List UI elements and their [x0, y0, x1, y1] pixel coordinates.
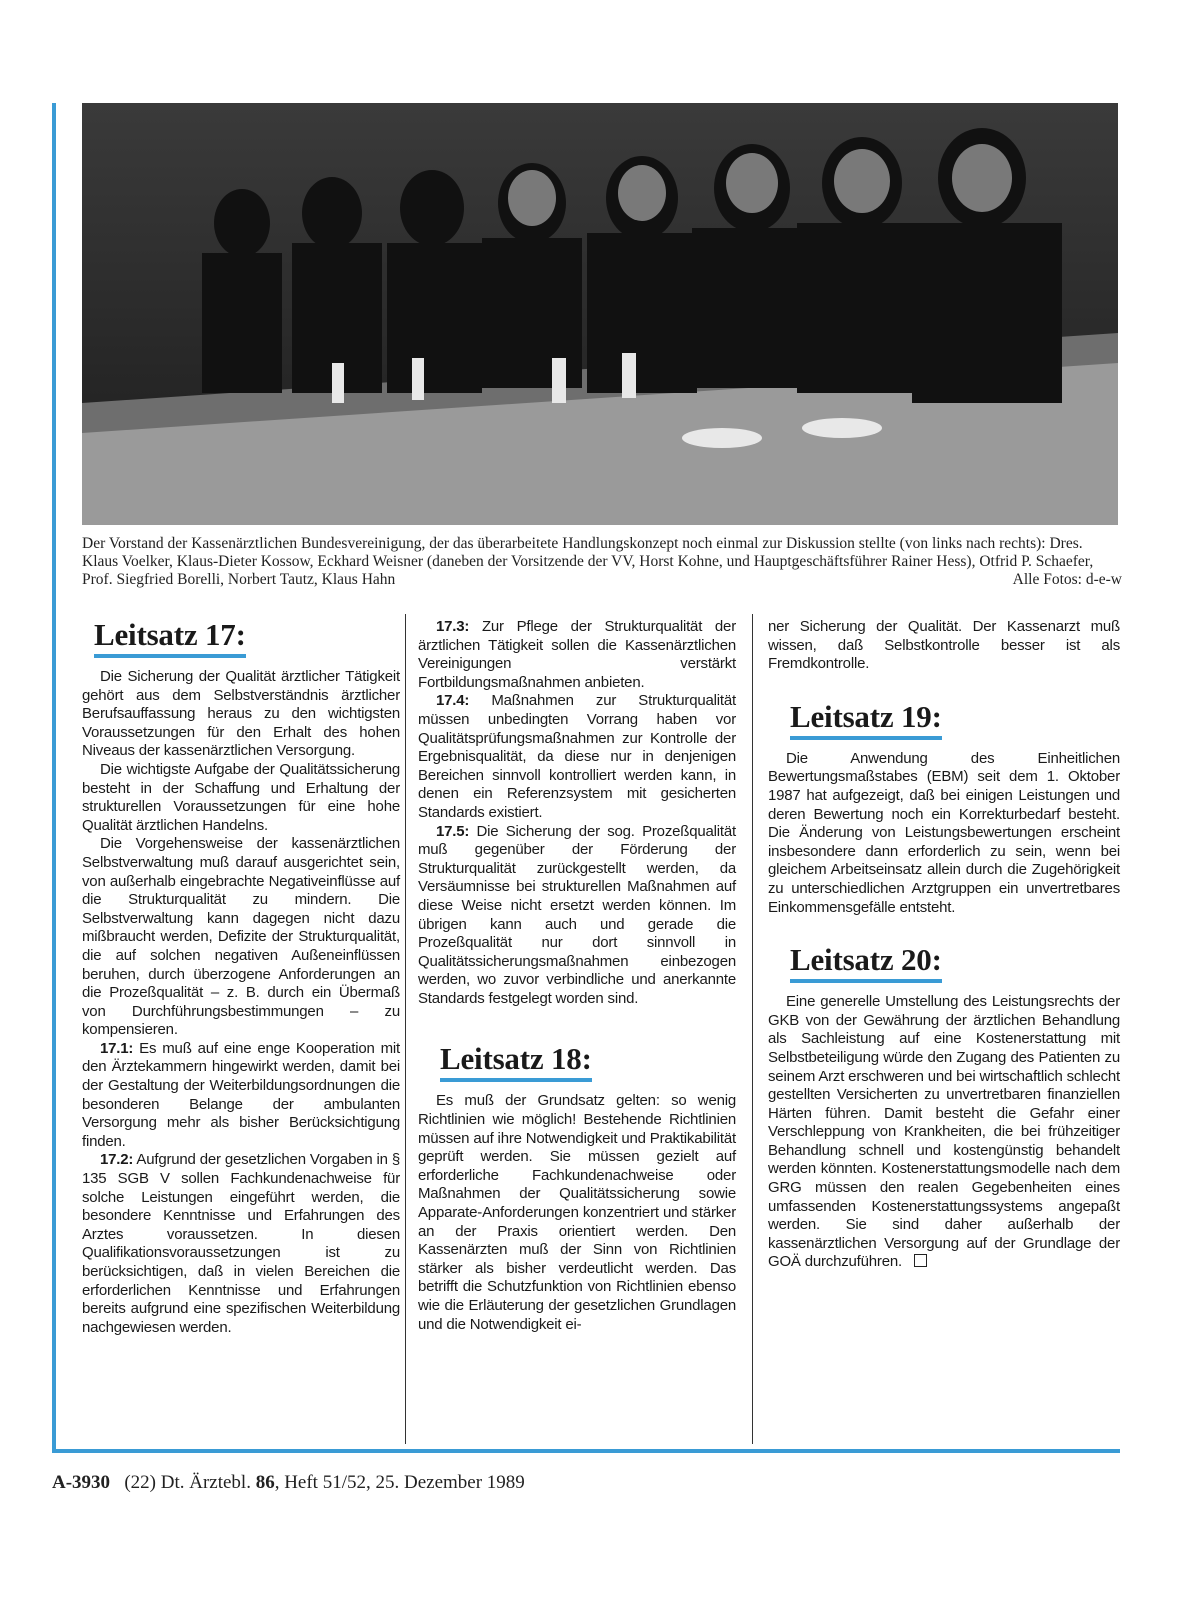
- page-footer: [52, 1472, 525, 1494]
- journal-citation: (22) Dt. Ärztebl.: [124, 1472, 256, 1493]
- heading-leitsatz-19: Leitsatz 19:: [790, 700, 942, 740]
- page-number: A-3930: [52, 1472, 111, 1493]
- column-divider-1: [405, 614, 406, 1444]
- heading-leitsatz-18: Leitsatz 18:: [440, 1042, 592, 1082]
- paragraph: [768, 993, 1120, 1272]
- paragraph-text: Die Sicherung der sog. Prozeßqualität muß gegenüber der Förderung der Strukturqualität zurückgestellt werden, da Versäumnisse bei strukturellen Maßnahmen auf diese Weise nicht ersetzt werden können. Im übrigen kann auch und gerade die Prozeßqualität nur dort sinnvoll in Qualitätssicherungsmaßnahmen einbezogen werden, wo zuvor verbindliche und anerkannte Standards festgelegt worden sind.: [418, 822, 736, 1007]
- paragraph-text: Es muß auf eine enge Kooperation mit den Ärztekammern hingewirkt werden, damit bei der Gestaltung der Weiterbildungsordnungen die besonderen Belange der ambulanten Versorgung mehr als bisher Berücksichtigung finden.: [82, 1039, 400, 1150]
- journal-issue-date: , Heft 51/52, 25. Dezember 1989: [274, 1472, 525, 1493]
- bottom-accent-rule: [52, 1449, 1120, 1453]
- column-3: [768, 618, 1120, 1272]
- column-divider-2: [752, 614, 753, 1444]
- paragraph: Die wichtigste Aufgabe der Qualitätssicherung besteht in der Schaffung und Erhaltung der strukturellen Voraussetzungen für eine hohe Qualität ärztlichen Handelns.: [82, 760, 400, 834]
- photo-placeholder-illustration: [82, 103, 1118, 525]
- paragraph: [418, 692, 736, 822]
- paragraph: Die Anwendung des Einheitlichen Bewertungsmaßstabes (EBM) seit dem 1. Oktober 1987 hat aufgezeigt, daß bei einigen Leistungen und deren Bewertung noch ein Korrekturbedarf besteht. Die Änderung von Leistungsbewertungen erscheint insbesondere dann erforderlich zu sein, wenn bei gleichem Arbeitseinsatz allein durch die Zugehörigkeit zu unterschiedlichen Arztgruppen ein unvertretbares Einkommensgefälle entsteht.: [768, 749, 1120, 916]
- section-number: 17.3:: [436, 618, 470, 635]
- paragraph: [418, 823, 736, 1009]
- paragraph-text: Zur Pflege der Strukturqualität der ärztlichen Tätigkeit sollen die Kassenärztlichen Vereinigungen verstärkt Fortbildungsmaßnahmen anbieten.: [418, 618, 736, 691]
- end-of-article-mark: [914, 1254, 927, 1267]
- section-number: 17.4:: [436, 692, 470, 710]
- board-photo: [82, 103, 1118, 525]
- paragraph-text: Aufgrund der gesetzlichen Vorgaben in § 135 SGB V sollen Fachkundenachweise für solche Leistungen eingeführt werden, die besondere Kenntnisse und Erfahrungen des Arztes voraussetzen. In diesen Qualifikationsvoraussetzungen ist zu berücksichtigen, daß in vielen Bereichen die erforderlichen Kenntnisse und Erfahrungen bereits aufgrund eine spezifischen Weiterbildung nachgewiesen werden.: [82, 1151, 400, 1336]
- left-accent-rule: [52, 103, 56, 1453]
- paragraph: Die Sicherung der Qualität ärztlicher Tätigkeit gehört aus dem Selbstverständnis ärztlicher Berufsauffassung heraus zu den wichtigsten Voraussetzungen für den Erhalt des hohen Niveaus der kassenärztlichen Versorgung.: [82, 668, 400, 760]
- paragraph-text: Maßnahmen zur Strukturqualität müssen unbedingten Vorrang haben vor Qualitätsprüfungsmaßnahmen zur Kontrolle der Ergebnisqualität, da diese nur in denjenigen Bereichen sinnvoll kontrolliert werden kann, in denen ein Referenzsystem mit gesicherten Standards existiert.: [418, 692, 736, 821]
- section-number: 17.2:: [100, 1151, 134, 1169]
- section-number: 17.1:: [100, 1039, 134, 1057]
- photo-credit: Alle Fotos: d-e-w: [1012, 571, 1122, 588]
- journal-volume: 86: [255, 1472, 275, 1493]
- heading-leitsatz-20: Leitsatz 20:: [790, 943, 942, 983]
- paragraph: [418, 618, 736, 692]
- paragraph-text: Eine generelle Umstellung des Leistungsrechts der GKB von der Gewährung der ärztlichen Behandlung als Sachleistung auf eine Kostenerstattung mit Selbstbeteiligung würde den Zugang des Patienten zu seinem Arzt erschweren und bei wirtschaftlich schlecht gestellten Versicherten zu unvertretbaren finanziellen Härten führen. Damit besteht die Gefahr einer Verschleppung von Krankheiten, die bei frühzeitiger Behandlung schnell und kostengünstig behandelt werden könnten. Kostenerstattungsmodelle nach dem GRG müssen den realen Gegebenheiten eines umfassenden Kostenerstattungssystems angepaßt werden. Sie sind daher außerhalb der kassenärztlichen Versorgung auf der Grundlage der GOÄ durchzuführen.: [768, 993, 1120, 1271]
- heading-leitsatz-17: Leitsatz 17:: [94, 618, 246, 658]
- caption-text: Der Vorstand der Kassenärztlichen Bundesvereinigung, der das überarbeitete Handlungskonzept noch einmal zur Diskussion stellte (von links nach rechts): Dres. Klaus Voelker, Klaus-Dieter Kossow, Eckhard Weisner (daneben der Vorsitzende der VV, Horst Kohne, und Hauptgeschäftsführer Rainer Hess), Otfrid P. Schaefer, Prof. Siegfried Borelli, Norbert Tautz, Klaus Hahn: [82, 535, 1094, 588]
- section-number: 17.5:: [436, 822, 470, 840]
- paragraph: [82, 1151, 400, 1337]
- column-2: [418, 618, 736, 1334]
- paragraph: Die Vorgehensweise der kassenärztlichen Selbstverwaltung muß darauf ausgerichtet sein, von außerhalb eingebrachte Negativeinflüsse auf die Strukturqualität zu mindern. Die Selbstverwaltung kann dagegen nicht dazu mißbraucht werden, Defizite der Strukturqualität, die auf solchen negativen Außeneinflüssen beruhen, durch überzogene Anforderungen an die Prozeßqualität – z. B. durch ein Übermaß von Durchführungsbestimmungen – zu kompensieren.: [82, 835, 400, 1039]
- photo-caption: [82, 535, 1122, 589]
- paragraph: ner Sicherung der Qualität. Der Kassenarzt muß wissen, daß Selbstkontrolle besser ist als Fremdkontrolle.: [768, 618, 1120, 673]
- paragraph: [82, 1040, 400, 1152]
- column-1: [82, 618, 400, 1337]
- paragraph: Es muß der Grundsatz gelten: so wenig Richtlinien wie möglich! Bestehende Richtlinien müssen auf ihre Notwendigkeit und Praktikabilität geprüft werden. Sie müssen gezielt auf erforderliche Fachkundenachweise oder Maßnahmen der Qualitätssicherung sowie Apparate-Anforderungen konzentriert und stärker an der Praxis orientiert werden. Den Kassenärzten muß der Sinn von Richtlinien stärker als bisher verdeutlicht werden. Das betrifft die Schutzfunktion von Richtlinien ebenso wie die Erläuterung der gesetzlichen Grundlagen und die Notwendigkeit ei-: [418, 1092, 736, 1333]
